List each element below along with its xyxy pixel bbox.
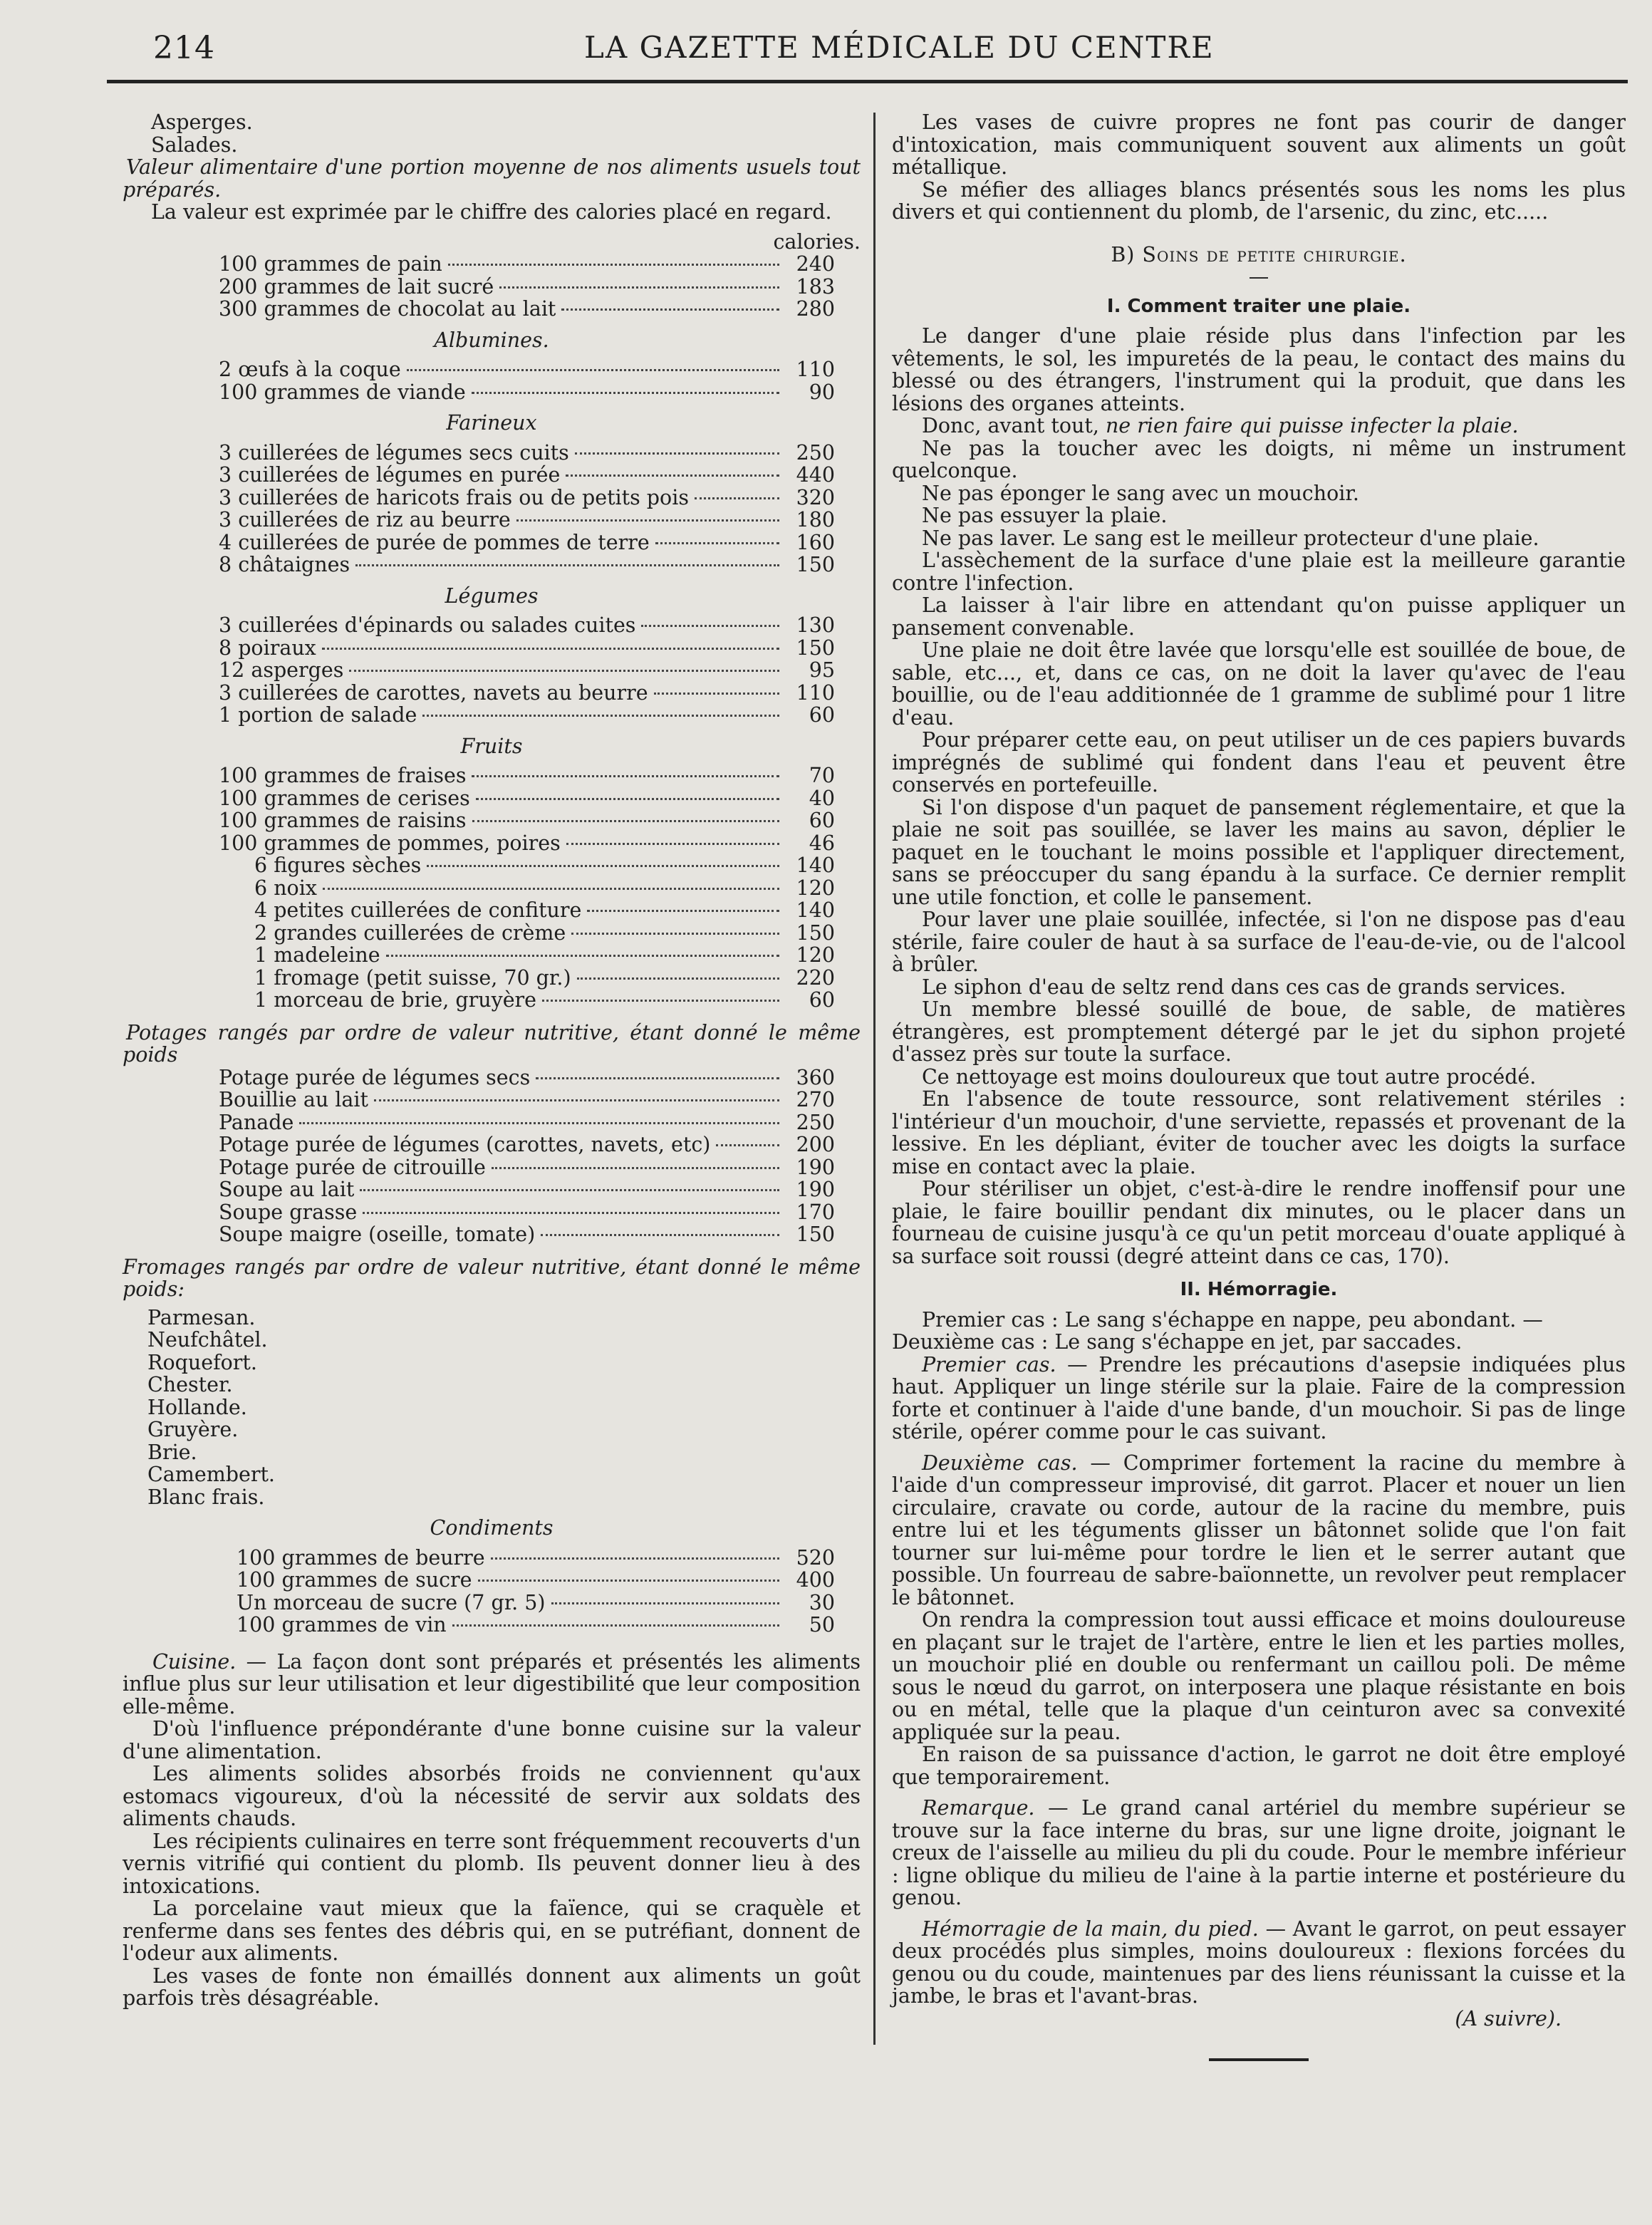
row-value: 190 xyxy=(796,1155,835,1179)
row-value: 60 xyxy=(809,809,835,832)
paragraph: Un membre blessé souillé de boue, de sable, de matières étrangères, est promptement détergé par le jet du siphon projeté d'assez près sur toute la surface. xyxy=(892,997,1626,1066)
row-value: 360 xyxy=(796,1065,835,1089)
calorie-row xyxy=(123,787,861,810)
a-suivre: (A suivre). xyxy=(1455,2006,1562,2030)
fromage-item: Roquefort. xyxy=(147,1350,257,1374)
calorie-row xyxy=(123,967,861,990)
dot-leader xyxy=(355,564,779,566)
fromages-list xyxy=(123,1307,861,1509)
remarque-lead: Remarque. xyxy=(922,1796,1035,1820)
calorie-row xyxy=(123,1547,861,1570)
fromage-item: Blanc frais. xyxy=(147,1485,265,1509)
row-value: 30 xyxy=(809,1590,835,1614)
row-label: 3 cuillerées de légumes en purée xyxy=(219,463,561,487)
row-value: 150 xyxy=(796,636,835,660)
row-label: 300 grammes de chocolat au lait xyxy=(219,297,556,321)
calorie-table xyxy=(123,253,861,1012)
dot-leader xyxy=(716,1144,779,1146)
dot-leader xyxy=(386,955,779,957)
calorie-row xyxy=(123,442,861,465)
calorie-row xyxy=(123,682,861,705)
row-label: 2 œufs à la coque xyxy=(219,358,401,381)
row-label: 4 petites cuillerées de confiture xyxy=(254,898,582,922)
row-value: 130 xyxy=(796,613,835,637)
calorie-row xyxy=(123,809,861,832)
dot-leader xyxy=(566,843,779,845)
row-label: Panade xyxy=(219,1110,294,1134)
calorie-row xyxy=(123,764,861,787)
paragraph: Les récipients culinaires en terre sont fréquemment recouverts d'un vernis vitrifié qui contient du plomb. Ils peuvent donner lieu à des intoxications. xyxy=(123,1829,861,1898)
row-label: 3 cuillerées de haricots frais ou de petits pois xyxy=(219,485,689,509)
dot-leader xyxy=(476,798,779,800)
paragraph-lead: Donc, avant tout, xyxy=(922,414,1106,437)
paragraph: Une plaie ne doit être lavée que lorsqu'elle est souillée de boue, de sable, etc..., et, dans ce cas, on ne doit la laver qu'avec de l'eau bouillie, ou de l'eau additionnée de 1 gramme de sublimé pour 1 litre d'eau. xyxy=(892,638,1626,730)
row-value: 90 xyxy=(809,380,835,404)
row-value: 250 xyxy=(796,1110,835,1134)
condiments-title: Condiments xyxy=(430,1516,554,1540)
row-label: 1 fromage (petit suisse, 70 gr.) xyxy=(254,965,571,990)
row-label: 3 cuillerées d'épinards ou salades cuites xyxy=(219,613,636,637)
paragraph: Pour stériliser un objet, c'est-à-dire le rendre inoffensif pour une plaie, le faire bouillir pendant dix minutes, ou le placer dans un fourneau de cuisine jusqu'à ce qu'un petit morceau d'ouate appliqué à sa surface soit roussi (degré atteint dans ce cas, 170). xyxy=(892,1177,1626,1268)
row-label: 100 grammes de vin xyxy=(237,1613,447,1637)
calorie-row xyxy=(123,1223,861,1246)
calorie-row xyxy=(123,637,861,660)
row-value: 46 xyxy=(809,831,835,855)
hemorragie-main-lead: Hémorragie de la main, du pied. xyxy=(922,1917,1259,1941)
row-value: 160 xyxy=(796,530,835,554)
calorie-row xyxy=(123,554,861,576)
row-label: Soupe grasse xyxy=(219,1200,358,1224)
calorie-heading: Valeur alimentaire d'une portion moyenne de nos aliments usuels tout préparés. xyxy=(123,155,861,202)
row-label: 3 cuillerées de riz au beurre xyxy=(219,508,511,531)
dot-leader xyxy=(695,497,779,499)
calorie-row xyxy=(123,253,861,276)
dot-leader xyxy=(551,1602,779,1604)
row-value: 250 xyxy=(796,440,835,465)
paragraph: Les vases de cuivre propres ne font pas courir de danger d'intoxication, mais communiquent souvent aux aliments un goût métallique. xyxy=(892,110,1626,179)
paragraph: La laisser à l'air libre en attendant qu'on puisse appliquer un pansement convenable. xyxy=(892,593,1626,640)
row-label: Un morceau de sucre (7 gr. 5) xyxy=(237,1590,546,1614)
row-value: 120 xyxy=(796,876,835,900)
paragraph: Ne pas essuyer la plaie. xyxy=(922,504,1168,527)
row-value: 110 xyxy=(796,680,835,705)
group-title: Légumes xyxy=(445,584,539,608)
end-rule xyxy=(1209,2058,1309,2061)
calorie-row xyxy=(123,832,861,855)
fromage-item: Parmesan. xyxy=(147,1305,256,1329)
calorie-row xyxy=(123,1089,861,1111)
row-value: 200 xyxy=(796,1133,835,1156)
page-header xyxy=(153,27,1621,73)
cuisine-text: — La façon dont sont préparés et présentés les aliments influe plus sur leur utilisation et leur digestibilité que leur composition elle-même. xyxy=(123,1649,861,1718)
calorie-row xyxy=(123,877,861,900)
row-label: 100 grammes de sucre xyxy=(237,1568,472,1592)
dot-leader xyxy=(363,1212,779,1214)
calorie-row xyxy=(123,1592,861,1614)
row-label: Bouillie au lait xyxy=(219,1088,368,1111)
calorie-row xyxy=(123,854,861,877)
paragraph: Le danger d'une plaie réside plus dans l'infection par les vêtements, le sol, les impuretés de la peau, le contact des mains du blessé ou des étrangers, l'instrument qui la produit, que dans les lésions des organes atteints. xyxy=(892,324,1626,415)
paragraph: En l'absence de toute ressource, sont relativement stériles : l'intérieur d'un mouchoir, d'une serviette, repassés et provenant de la lessive. En les dépliant, éviter de toucher avec les doigts la surface mise en contact avec la plaie. xyxy=(892,1087,1626,1178)
calorie-row xyxy=(123,381,861,404)
row-value: 183 xyxy=(796,274,835,299)
fromage-item: Gruyère. xyxy=(147,1418,239,1441)
row-label: 100 grammes de fraises xyxy=(219,764,467,787)
row-label: 100 grammes de beurre xyxy=(237,1545,485,1570)
paragraph: Le siphon d'eau de seltz rend dans ces cas de grands services. xyxy=(922,975,1567,999)
calorie-row xyxy=(123,922,861,945)
dot-leader xyxy=(541,1234,779,1236)
calorie-row xyxy=(123,1201,861,1224)
paragraph: On rendra la compression tout aussi efficace et moins douloureuse en plaçant sur le trajet de l'artère, entre le lien et les parties molles, un mouchoir plié en double ou renfermant un caillou poli. De même sous le nœud du garrot, on interposera une plaque résistante en bois ou en métal, telle que la plaque d'un ceinturon avec sa convexité appliquée sur la peau. xyxy=(892,1608,1626,1744)
dot-leader xyxy=(472,392,779,394)
row-label: Soupe au lait xyxy=(219,1178,355,1201)
paragraph: Les aliments solides absorbés froids ne conviennent qu'aux estomacs vigoureux, d'où la nécessité de servir aux soldats des aliments chauds. xyxy=(123,1762,861,1830)
calorie-row xyxy=(123,1569,861,1592)
row-value: 240 xyxy=(796,252,835,276)
row-label: 6 figures sèches xyxy=(254,854,422,877)
row-value: 40 xyxy=(809,786,835,810)
paragraph: Si l'on dispose d'un paquet de pansement réglementaire, et que la plaie ne soit pas souillée, se laver les mains au savon, déplier le paquet en le touchant le moins possible et l'appliquer directement, sans se préoccuper du sang épandu à la surface. Ce dernier remplit une utile fonction, et colle le pansement. xyxy=(892,795,1626,909)
row-value: 150 xyxy=(796,1223,835,1246)
row-label: 100 grammes de raisins xyxy=(219,809,467,832)
row-label: 200 grammes de lait sucré xyxy=(219,274,494,299)
calorie-row xyxy=(123,1067,861,1089)
row-label: 1 morceau de brie, gruyère xyxy=(254,988,537,1012)
dot-leader xyxy=(299,1122,779,1124)
row-value: 220 xyxy=(796,965,835,990)
row-label: 100 grammes de pain xyxy=(219,252,442,276)
row-value: 50 xyxy=(809,1613,835,1637)
deuxieme-cas-paragraph xyxy=(892,1452,1626,1609)
fromage-item: Chester. xyxy=(147,1373,233,1396)
dot-leader xyxy=(448,264,779,266)
case-line: Deuxième cas : Le sang s'échappe en jet, par saccades. xyxy=(892,1330,1463,1354)
paragraph: Pour préparer cette eau, on peut utiliser un de ces papiers buvards imprégnés de sublimé qui fondent dans l'eau et peuvent être conservés en portefeuille. xyxy=(892,728,1626,797)
row-value: 60 xyxy=(809,703,835,727)
calorie-row xyxy=(123,989,861,1012)
row-value: 150 xyxy=(796,553,835,576)
premier-cas-text: — Prendre les précautions d'asepsie indiquées plus haut. Appliquer un linge stérile sur la plaie. Faire de la compression forte et continuer à l'aide d'une bande, d'un mouchoir. Si pas de linge stérile, opérer comme pour le cas suivant. xyxy=(892,1352,1626,1443)
row-label: 3 cuillerées de légumes secs cuits xyxy=(219,440,569,465)
paragraph: La porcelaine vaut mieux que la faïence, qui se craquèle et renferme dans ses fentes des débris qui, en se putréfiant, donnent de l'odeur aux aliments. xyxy=(123,1897,861,1965)
heading-hemorragie: II. Hémorragie. xyxy=(1180,1279,1338,1300)
hemorragie-main-text: — Avant le garrot, on peut essayer deux procédés plus simples, moins douloureux : flexions forcées du genou ou du coude, maintenues par des liens réunissant la cuisse et la jambe, le bras et l'avant-bras. xyxy=(892,1917,1626,2008)
calorie-row xyxy=(123,659,861,682)
paragraph: Pour laver une plaie souillée, infectée, si l'on ne dispose pas d'eau stérile, faire couler de haut à sa surface de l'eau-de-vie, ou de l'alcool à brûler. xyxy=(892,908,1626,976)
dot-leader xyxy=(575,452,779,455)
dot-leader xyxy=(536,1077,779,1079)
calorie-row xyxy=(123,358,861,381)
row-label: 12 asperges xyxy=(219,658,344,682)
row-label: Potage purée de légumes (carottes, navets, etc) xyxy=(219,1133,711,1156)
left-paragraphs xyxy=(123,1718,861,2010)
row-value: 280 xyxy=(796,297,835,321)
deuxieme-cas-lead: Deuxième cas. xyxy=(922,1451,1078,1475)
row-label: Potage purée de citrouille xyxy=(219,1155,486,1179)
header-rule xyxy=(107,80,1628,83)
dot-leader xyxy=(571,933,779,935)
fromage-item: Camembert. xyxy=(147,1463,275,1486)
condiments-table xyxy=(123,1547,861,1637)
intro-item: Asperges. xyxy=(151,110,253,134)
calorie-row xyxy=(123,464,861,487)
calorie-row xyxy=(123,944,861,967)
intro-item: Salades. xyxy=(151,133,238,157)
dot-leader xyxy=(516,519,779,522)
dot-leader xyxy=(499,286,779,289)
premier-cas-lead: Premier cas. xyxy=(922,1352,1056,1376)
dot-leader xyxy=(566,474,779,477)
row-label: 6 noix xyxy=(254,876,317,900)
row-value: 320 xyxy=(796,485,835,509)
row-value: 70 xyxy=(809,764,835,787)
calorie-row xyxy=(123,614,861,637)
cuisine-paragraph xyxy=(123,1651,861,1718)
row-label: 3 cuillerées de carottes, navets au beurre xyxy=(219,680,648,705)
premier-cas-paragraph xyxy=(892,1354,1626,1443)
row-label: 100 grammes de cerises xyxy=(219,786,470,810)
row-value: 520 xyxy=(796,1545,835,1570)
dot-leader xyxy=(542,1000,779,1002)
remarque-text: — Le grand canal artériel du membre supérieur se trouve sur la face interne du bras, sur une ligne droite, joignant le creux de l'aisselle au milieu du pli du coude. Pour le membre inférieur : ligne oblique du milieu de l'aine à la partie interne et postérieure du genou. xyxy=(892,1796,1626,1909)
row-value: 60 xyxy=(809,988,835,1012)
paragraph xyxy=(892,415,1626,437)
heading-plaie: I. Comment traiter une plaie. xyxy=(1106,295,1411,317)
dot-leader xyxy=(422,715,779,717)
dot-leader xyxy=(492,1167,779,1169)
row-value: 170 xyxy=(796,1200,835,1224)
dot-leader xyxy=(349,670,779,672)
dot-leader xyxy=(322,648,779,650)
garrot-paragraphs xyxy=(892,1609,1626,1788)
potages-table xyxy=(123,1067,861,1246)
group-title: Albumines. xyxy=(434,328,549,352)
case-line: Premier cas : Le sang s'échappe en nappe, peu abondant. — xyxy=(922,1307,1543,1332)
row-label: 1 portion de salade xyxy=(219,703,417,727)
row-label: 8 châtaignes xyxy=(219,553,350,576)
calorie-row xyxy=(123,1111,861,1134)
calorie-row xyxy=(123,1134,861,1156)
paragraph: Ce nettoyage est moins douloureux que tout autre procédé. xyxy=(922,1064,1537,1089)
dot-leader xyxy=(491,1557,779,1560)
row-value: 150 xyxy=(796,920,835,945)
row-value: 120 xyxy=(796,943,835,967)
row-label: 100 grammes de viande xyxy=(219,380,466,404)
dot-leader xyxy=(374,1099,779,1101)
paragraph: En raison de sa puissance d'action, le garrot ne doit être employé que temporairement. xyxy=(892,1743,1626,1789)
page-number: 214 xyxy=(153,30,215,66)
row-label: 1 madeleine xyxy=(254,943,380,967)
row-value: 140 xyxy=(796,898,835,922)
calorie-row xyxy=(123,704,861,727)
dot-leader xyxy=(427,865,779,867)
dot-leader xyxy=(577,977,779,980)
row-label: 2 grandes cuillerées de crème xyxy=(254,920,566,945)
unit-label: calories. xyxy=(773,229,861,254)
dot-leader xyxy=(323,888,779,890)
journal-title: LA GAZETTE MÉDICALE DU CENTRE xyxy=(584,30,1215,65)
dot-leader xyxy=(587,910,779,912)
row-value: 440 xyxy=(796,463,835,487)
dot-leader xyxy=(654,693,779,695)
dot-leader xyxy=(472,775,779,777)
calorie-row xyxy=(123,487,861,509)
row-label: Potage purée de légumes secs xyxy=(219,1065,531,1089)
calorie-row xyxy=(123,298,861,321)
row-value: 270 xyxy=(796,1088,835,1111)
group-title: Fruits xyxy=(460,734,523,758)
paragraph: Ne pas éponger le sang avec un mouchoir. xyxy=(922,481,1359,505)
dot-leader xyxy=(452,1624,779,1627)
deuxieme-cas-text: — Comprimer fortement la racine du membre à l'aide d'un compresseur improvisé, dit garrot. Placer et nouer un lien circulaire, cravate ou corde, autour de la racine du membre, puis entre lui et les téguments glisser un bâtonnet solide que l'on fait tourner sur lui-même pour tordre le lien et le serrer autant que possible. Un fourreau de sabre-baïonnette, un revolver peut remplacer le bâtonnet. xyxy=(892,1451,1626,1609)
calorie-row xyxy=(123,509,861,531)
paragraph: D'où l'influence prépondérante d'une bonne cuisine sur la valeur d'une alimentation. xyxy=(123,1717,861,1763)
calorie-row xyxy=(123,899,861,922)
paragraph: L'assèchement de la surface d'une plaie est la meilleure garantie contre l'infection. xyxy=(892,549,1626,595)
right-column xyxy=(892,111,1626,2061)
dot-leader xyxy=(641,625,779,627)
dot-leader xyxy=(360,1189,779,1191)
dot-leader xyxy=(407,369,779,371)
dot-leader xyxy=(655,542,779,544)
calorie-row xyxy=(123,531,861,554)
row-value: 180 xyxy=(796,508,835,531)
hemorragie-main-paragraph xyxy=(892,1918,1626,2008)
paragraph-emphasis: ne rien faire qui puisse infecter la plaie. xyxy=(1105,414,1519,437)
calorie-row xyxy=(123,1156,861,1179)
left-column xyxy=(123,111,861,2010)
fromage-item: Hollande. xyxy=(147,1395,247,1419)
calorie-row xyxy=(123,1614,861,1637)
paragraph: Ne pas laver. Le sang est le meilleur protecteur d'une plaie. xyxy=(922,526,1539,550)
row-value: 400 xyxy=(796,1568,835,1592)
row-value: 190 xyxy=(796,1178,835,1201)
row-label: 8 poiraux xyxy=(219,636,316,660)
paragraph: Se méfier des alliages blancs présentés sous les noms les plus divers et qui contiennent du plomb, de l'arsenic, du zinc, etc..... xyxy=(892,177,1626,224)
fromage-item: Neufchâtel. xyxy=(147,1328,268,1352)
section-heading: B) Soins de petite chirurgie. xyxy=(1111,242,1407,266)
potages-heading: Potages rangés par ordre de valeur nutritive, étant donné le même poids xyxy=(123,1020,861,1067)
cuisine-lead: Cuisine. xyxy=(152,1649,237,1674)
row-value: 95 xyxy=(809,658,835,682)
row-label: 4 cuillerées de purée de pommes de terre xyxy=(219,530,650,554)
row-value: 110 xyxy=(796,358,835,381)
fromages-heading: Fromages rangés par ordre de valeur nutritive, étant donné le même poids: xyxy=(123,1255,861,1301)
paragraph: Ne pas la toucher avec les doigts, ni même un instrument quelconque. xyxy=(892,436,1626,482)
fromage-item: Brie. xyxy=(147,1440,197,1464)
dot-leader xyxy=(472,820,779,822)
remarque-paragraph xyxy=(892,1797,1626,1909)
paragraph: Les vases de fonte non émaillés donnent aux aliments un goût parfois très désagréable. xyxy=(123,1964,861,2010)
row-label: 100 grammes de pommes, poires xyxy=(219,831,561,855)
dot-leader xyxy=(478,1580,779,1582)
plaie-paragraphs xyxy=(892,437,1626,1268)
group-title: Farineux xyxy=(446,411,537,435)
row-value: 140 xyxy=(796,854,835,877)
column-divider xyxy=(873,113,876,2045)
dot-leader xyxy=(561,308,779,311)
section-dash: — xyxy=(1248,265,1269,289)
calorie-note: La valeur est exprimée par le chiffre des calories placé en regard. xyxy=(151,200,832,224)
row-label: Soupe maigre (oseille, tomate) xyxy=(219,1223,536,1246)
calorie-row xyxy=(123,276,861,299)
calorie-row xyxy=(123,1178,861,1201)
